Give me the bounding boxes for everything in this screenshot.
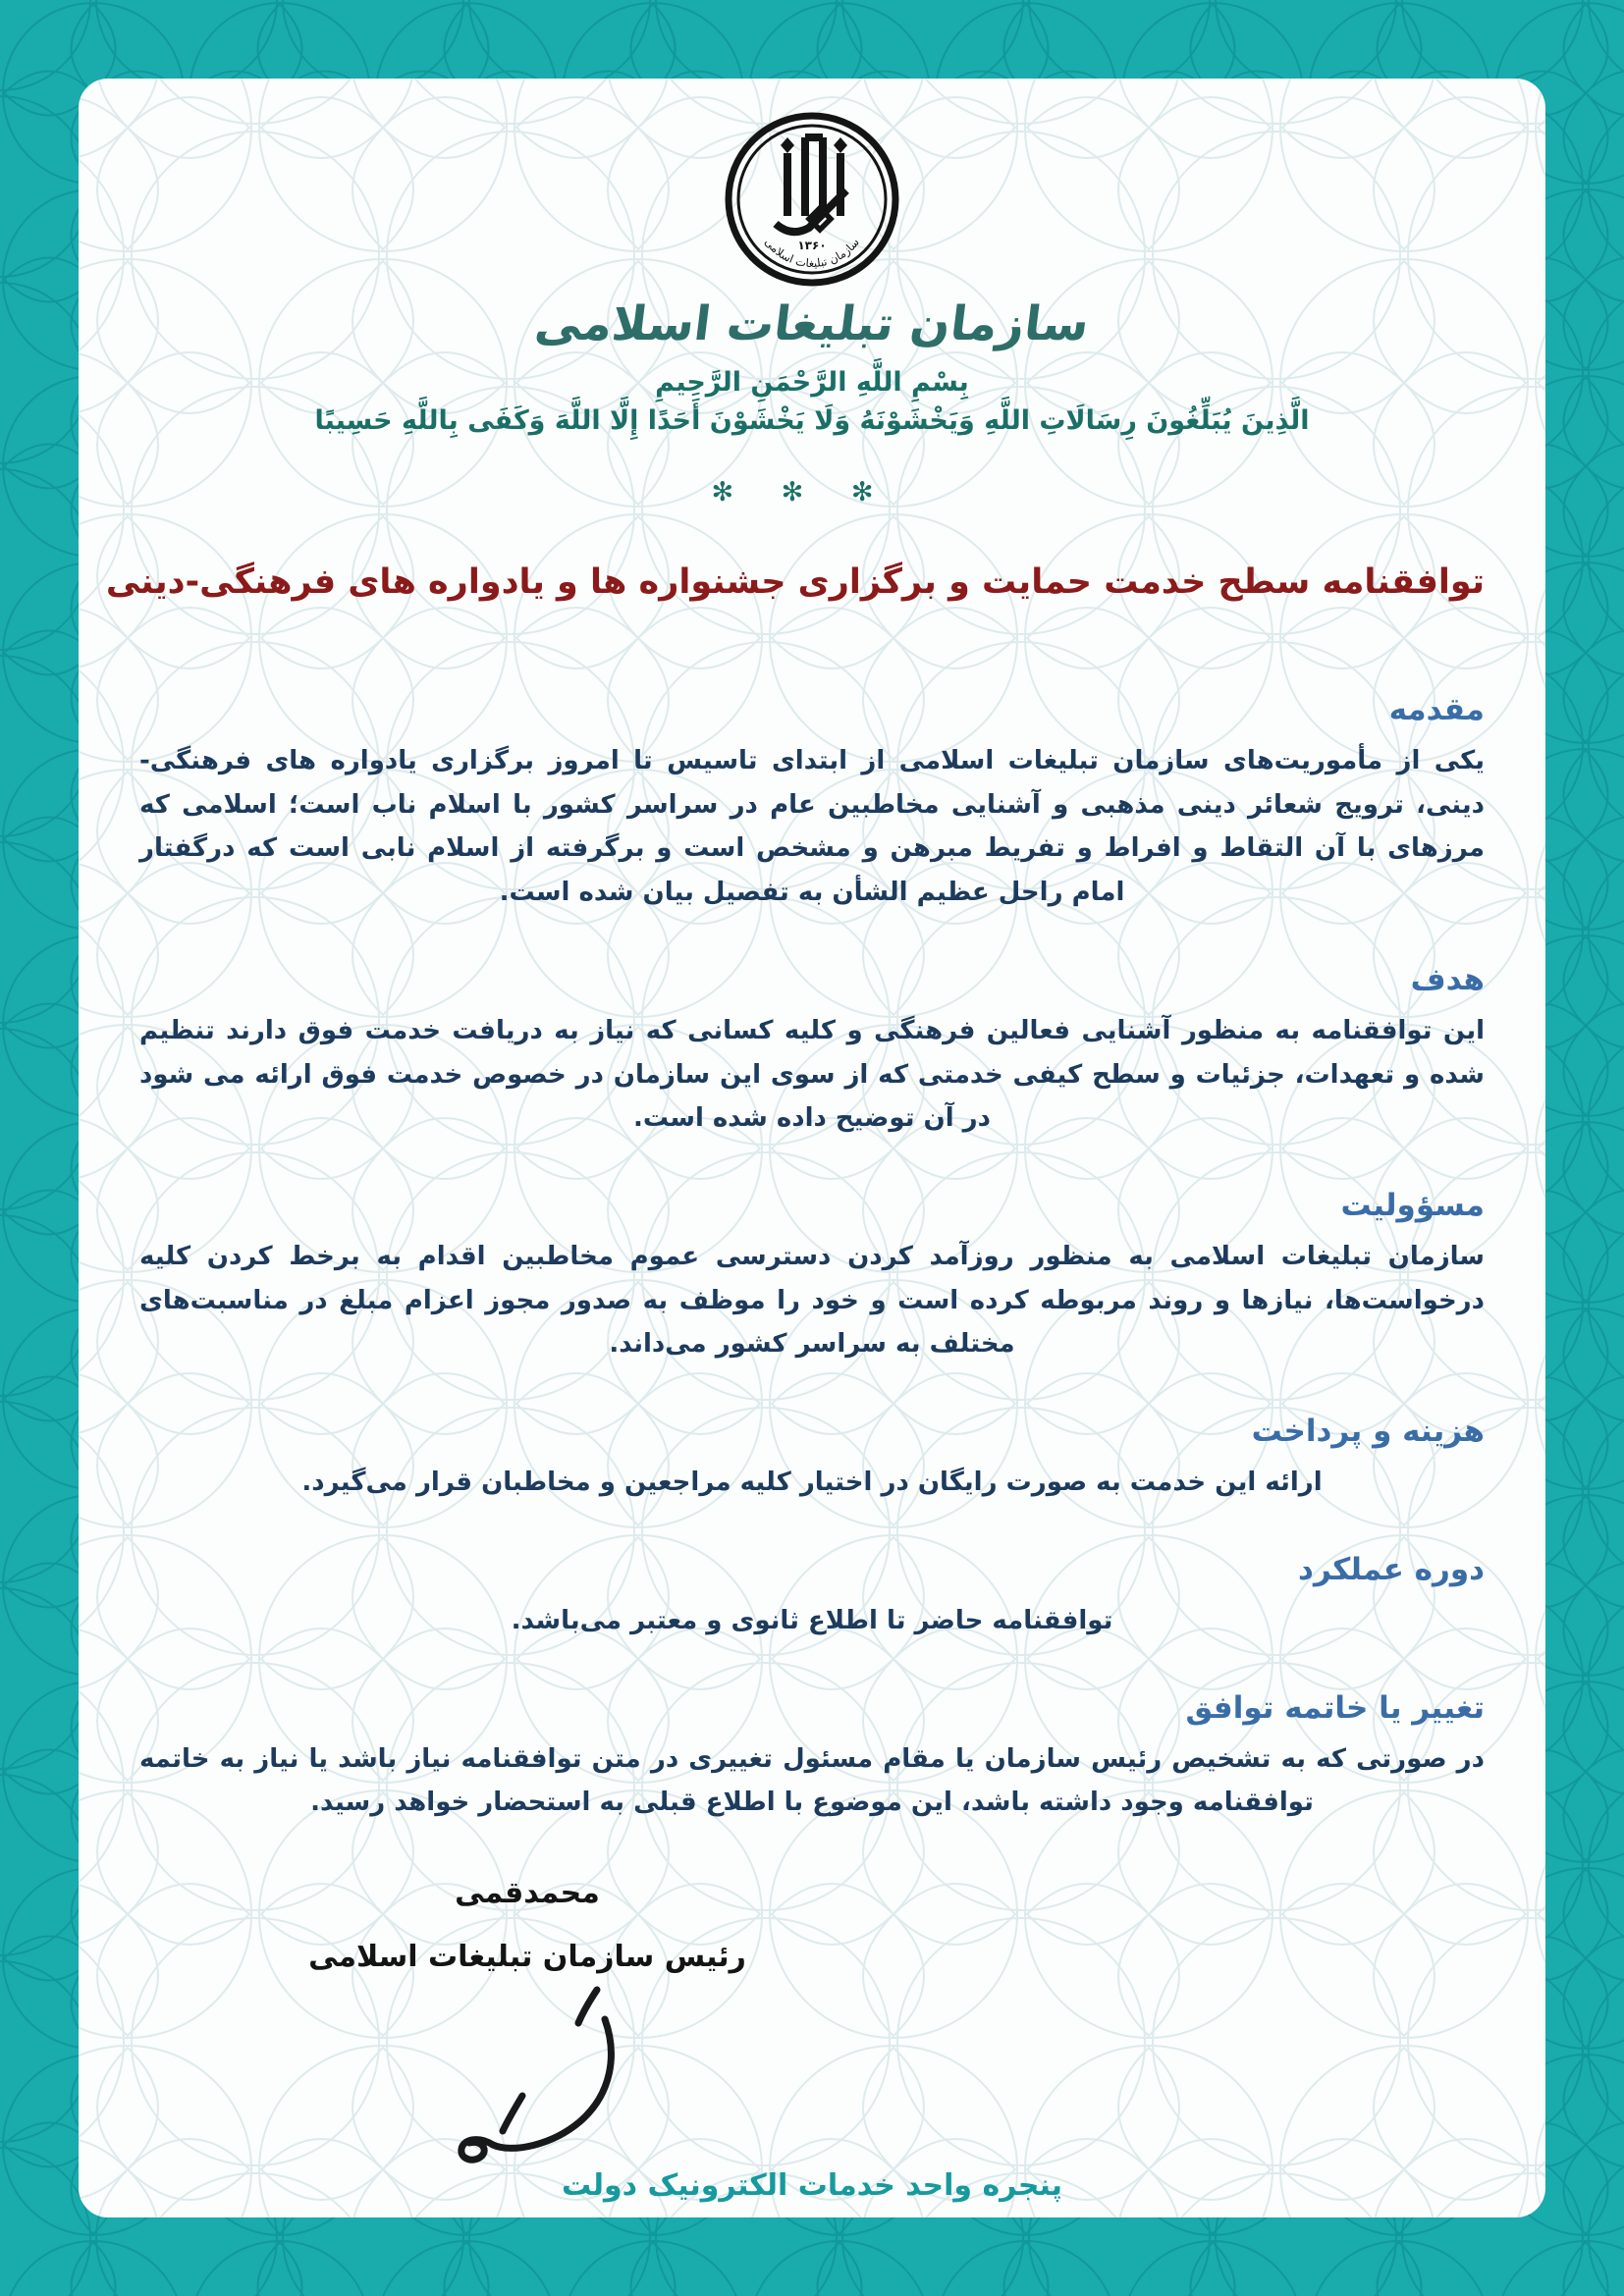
section-heading: هدف xyxy=(1410,961,1485,997)
section-performance-period xyxy=(139,1552,1485,1643)
section-body: یکی از مأموریت‌های سازمان تبلیغات اسلامی از ابتدای تاسیس تا امروز برگزاری یادواره های فرهنگی- دینی، ترویج شعائر دینی مذهبی و آشنایی مخاطبین عام در سراسر کشور با اسلام ناب است؛ اسلامی که مرزهای با آن التقاط و افراط و تفریط مبرهن و مشخص است و برگرفته از اسلام نابی است که درگفتار امام راحل عظیم الشأن به تفصیل بیان شده است. xyxy=(139,746,1485,908)
emblem-year: ۱۳۶۰ xyxy=(797,239,827,252)
signature-block xyxy=(292,1876,763,2171)
section-introduction xyxy=(139,692,1485,915)
signatory-role: رئیس سازمان تبلیغات اسلامی xyxy=(308,1940,746,1975)
handwritten-signature-icon xyxy=(405,1976,650,2167)
section-heading: مقدمه xyxy=(1388,692,1485,727)
document-header xyxy=(139,106,1485,507)
footer-egov-label: پنجره واحد خدمات الکترونیک دولت xyxy=(562,2168,1062,2203)
islamic-propagation-organization-emblem-icon xyxy=(719,106,905,293)
section-body: توافقنامه حاضر تا اطلاع ثانوی و معتبر می‌باشد. xyxy=(511,1605,1113,1635)
emblem-arc-text: سازمان تبلیغات اسلامی xyxy=(762,235,862,271)
section-heading: هزینه و پرداخت xyxy=(1251,1414,1485,1450)
asterisk-separator: ✻ ✻ ✻ xyxy=(711,477,893,507)
emblem-diamond-left xyxy=(781,137,794,153)
quran-verse-line: الَّذِینَ یُبَلِّغُونَ رِسَالَاتِ اللَّهِ وَیَخْشَوْنَهُ وَلَا یَخْشَوْنَ أَحَدًا إِلَّا اللَّهَ وَکَفَى بِاللَّهِ حَسِیبًا xyxy=(314,405,1310,436)
signatory-name: محمدقمی xyxy=(455,1876,600,1911)
emblem-diamond-right xyxy=(834,137,847,153)
org-name-calligraphy: سازمان تبلیغات اسلامی xyxy=(531,296,1093,351)
section-heading: تغییر یا خاتمه توافق xyxy=(1185,1689,1485,1726)
section-cost-and-payment xyxy=(139,1414,1485,1505)
section-goal xyxy=(139,962,1485,1141)
section-body: سازمان تبلیغات اسلامی به منظور روزآمد کردن دسترسی عموم مخاطبین اقدام به برخط کردن کلیه درخواست‌ها، نیازها و روند مربوطه کرده است و خود را موظف به صدور مجوز اعزام مبلغ در مناسبت‌های مختلف به سراسر کشور می‌داند. xyxy=(139,1242,1485,1360)
section-heading: دوره عملکرد xyxy=(1298,1551,1485,1587)
section-body: در صورتی که به تشخیص رئیس سازمان یا مقام مسئول تغییری در متن توافقنامه نیاز باشد یا نیاز به خاتمه توافقنامه وجود داشته باشد، این موضوع با اطلاع قبلی به استحضار خواهد رسید. xyxy=(139,1743,1485,1818)
section-body: این توافقنامه به منظور آشنایی فعالین فرهنگی و کلیه کسانی که نیاز به دریافت خدمت فوق دارند تنظیم شده و تعهدات، جزئیات و سطح کیفی خدمتی که از سوی این سازمان در خصوص خدمت فوق ارائه می شود در آن توضیح داده شده است. xyxy=(139,1015,1485,1134)
section-change-or-termination xyxy=(139,1690,1485,1825)
bismillah-line: بِسْمِ اللَّهِ الرَّحْمَنِ الرَّحِیمِ xyxy=(655,367,969,398)
section-responsibility xyxy=(139,1188,1485,1366)
sections-list xyxy=(139,692,1485,1825)
page-title: توافقنامه سطح خدمت حمایت و برگزاری جشنواره ها و یادواره های فرهنگی-دینی xyxy=(105,562,1485,602)
section-heading: مسؤولیت xyxy=(1340,1188,1485,1224)
section-body: ارائه این خدمت به صورت رایگان در اختیار کلیه مراجعین و مخاطبان قرار می‌گیرد. xyxy=(301,1468,1323,1498)
